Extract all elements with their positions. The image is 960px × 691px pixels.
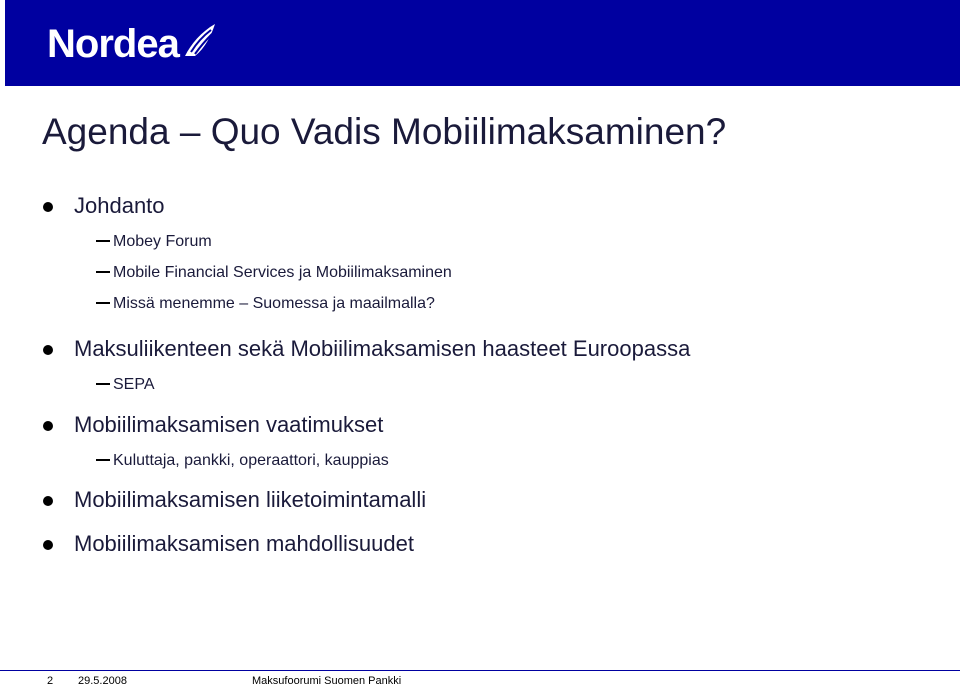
agenda-subitem-text: SEPA	[113, 376, 155, 393]
bullet-icon	[43, 540, 53, 550]
bullet-icon	[43, 421, 53, 431]
dash-icon	[96, 271, 110, 273]
agenda-item-mahdollisuudet	[42, 530, 414, 558]
bullet-icon	[43, 496, 53, 506]
agenda-subitem-text: Kuluttaja, pankki, operaattori, kauppias	[113, 452, 389, 469]
agenda-subitem-mobile-financial-services	[42, 262, 452, 284]
agenda-subitem-missa-menemme	[42, 293, 435, 315]
agenda-subitem-sepa	[42, 374, 155, 396]
dash-icon	[96, 302, 110, 304]
sail-icon	[181, 22, 217, 58]
page-number: 2	[47, 675, 54, 687]
dash-icon	[96, 383, 110, 385]
agenda-item-text: Mobiilimaksamisen vaatimukset	[74, 412, 384, 437]
agenda-subitem-kuluttaja	[42, 450, 389, 472]
agenda-subitem-text: Missä menemme – Suomessa ja maailmalla?	[113, 295, 435, 312]
bullet-icon	[43, 345, 53, 355]
agenda-item-maksuliikenne	[42, 335, 690, 363]
agenda-item-text: Maksuliikenteen sekä Mobiilimaksamisen haasteet Euroopassa	[74, 336, 691, 361]
agenda-item-text: Johdanto	[74, 193, 165, 218]
dash-icon	[96, 240, 110, 242]
footer-divider	[0, 670, 960, 671]
agenda-item-vaatimukset	[42, 411, 383, 439]
logo-text: Nordea	[47, 22, 179, 66]
slide-title: Agenda – Quo Vadis Mobiilimaksaminen?	[42, 111, 727, 152]
agenda-item-johdanto	[42, 192, 165, 220]
agenda-item-text: Mobiilimaksamisen mahdollisuudet	[74, 531, 414, 556]
bullet-icon	[43, 202, 53, 212]
agenda-item-text: Mobiilimaksamisen liiketoimintamalli	[74, 487, 427, 512]
nordea-logo	[47, 14, 217, 74]
agenda-item-liiketoimintamalli	[42, 486, 426, 514]
header-bar	[5, 0, 960, 86]
footer	[0, 668, 960, 691]
agenda-subitem-text: Mobey Forum	[113, 233, 212, 250]
footer-event: Maksufoorumi Suomen Pankki	[252, 675, 402, 687]
agenda-subitem-text: Mobile Financial Services ja Mobiilimaksaminen	[113, 264, 452, 281]
footer-date: 29.5.2008	[78, 675, 127, 687]
dash-icon	[96, 459, 110, 461]
agenda-subitem-mobey-forum	[42, 231, 212, 253]
